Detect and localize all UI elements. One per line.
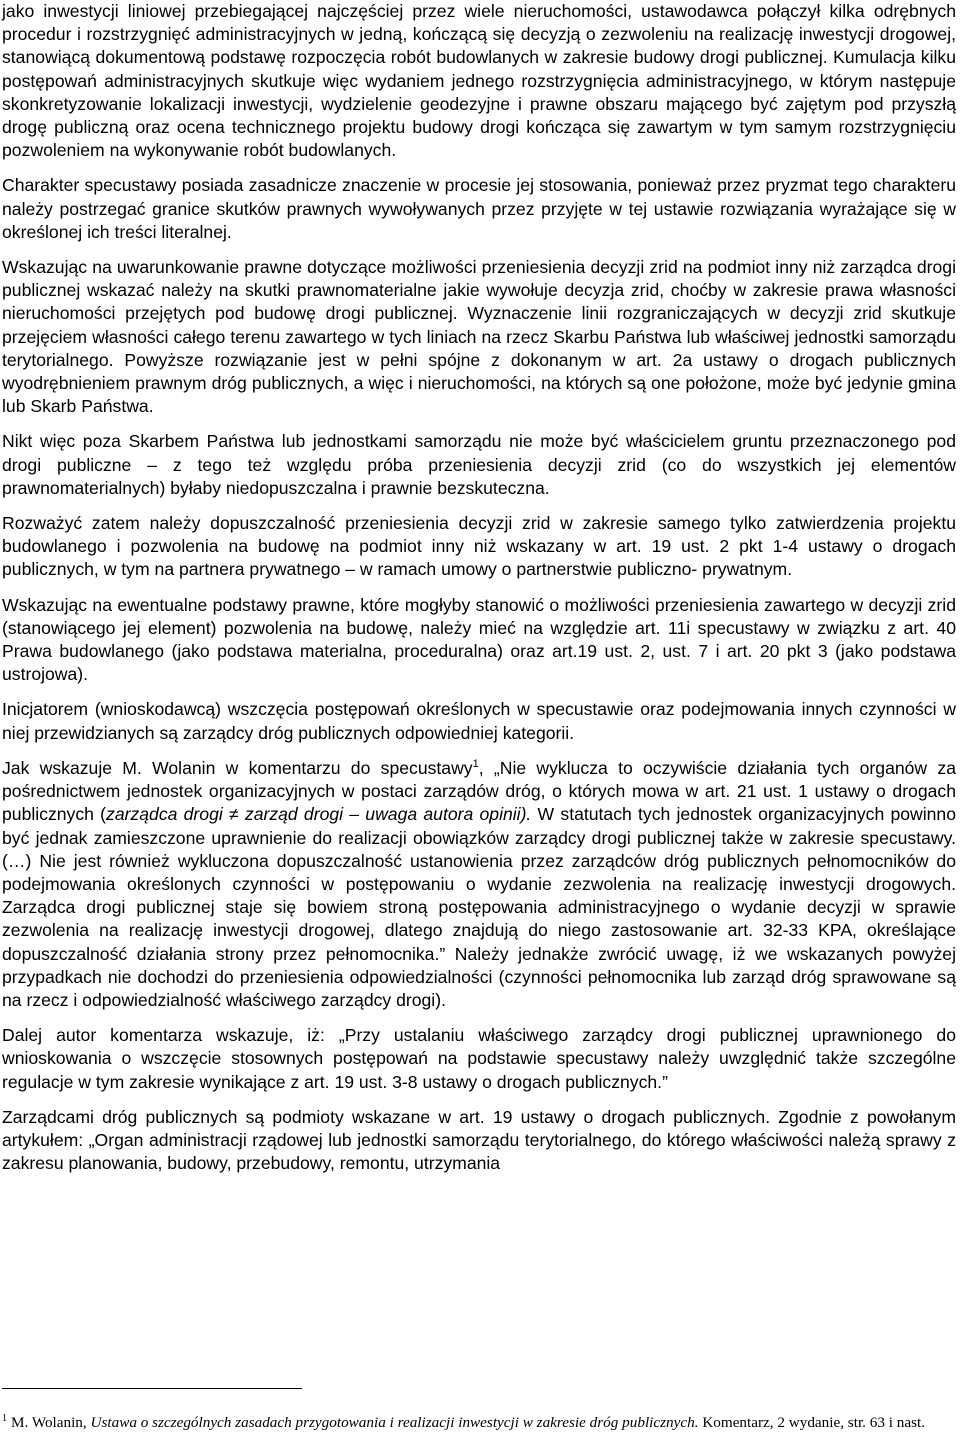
- footnote-rest: Komentarz, 2 wydanie, str. 63 i nast.: [702, 1414, 926, 1431]
- paragraph: [2, 0, 956, 162]
- italic-text: zarządca drogi ≠ zarząd drogi – uwaga autora opinii).: [106, 804, 532, 825]
- document-body: [2, 0, 956, 1175]
- paragraph-text: jako inwestycji liniowej przebiegającej najczęściej przez wiele nieruchomości, ustawodawca połączył kilka odrębnych procedur i rozstrzygnięć administracyjnych w jedną, kończącą się decyzją o zezwoleniu na realizację inwestycji drogowej, stanowiącą dokumentową podstawę rozpoczęcia robót budowlanych w zakresie budowy drogi publicznej. Kumulacja kilku postępowań administracyjnych skutkuje więc wydaniem jednego rozstrzygnięcia administracyjnego, w którym następuje skonkretyzowanie lokalizacji inwestycji, wydzielenie geodezyjne i prawne obszaru mającego być zajętym pod przyszłą drogę publiczną oraz ocena technicznego projektu budowy drogi kończąca się zawartym w tym samym rozstrzygnięciu pozwoleniem na wykonywanie robót budowlanych.: [2, 1, 956, 161]
- paragraph-text: Inicjatorem (wnioskodawcą) wszczęcia postępowań określonych w specustawie oraz podejmowania innych czynności w niej przewidzianych są zarządcy dróg publicznych odpowiedniej kategorii.: [2, 699, 956, 743]
- footnote: [2, 1412, 956, 1434]
- paragraph-text: Wskazując na ewentualne podstawy prawne, które mogłyby stanowić o możliwości przeniesienia zawartego w decyzji zrid (stanowiącego jej element) pozwolenia na budowę, należy mieć na względzie art. 11i specustawy w związku z art. 40 Prawa budowlanego (jako podstawa materialna, proceduralna) oraz art.19 ust. 2, ust. 7 i art. 20 pkt 3 (jako podstawa ustrojowa).: [2, 594, 956, 685]
- paragraph: [2, 174, 956, 244]
- paragraph-text: Wskazując na uwarunkowanie prawne dotyczące możliwości przeniesienia decyzji zrid na podmiot inny niż zarządca drogi publicznej wskazać należy na skutki prawnomaterialne jakie wywołuje decyzja zrid, choćby w zakresie prawa własności nieruchomości przejętych pod budowę drogi publicznej. Wyznaczenie linii rozgraniczających w decyzji zrid skutkuje przejęciem własności całego terenu zawartego w tych liniach na rzecz Skarbu Państwa lub właściwej jednostki samorządu terytorialnego. Powyższe rozwiązanie jest w pełni spójne z dokonanym w art. 2a ustawy o drogach publicznych wyodrębnieniem prawnym dróg publicznych, a więc i nieruchomości, na których są one położone, może być jedynie gmina lub Skarb Państwa.: [2, 257, 956, 417]
- paragraph: [2, 757, 956, 1012]
- paragraph-text: Jak wskazuje M. Wolanin w komentarzu do specustawy: [2, 757, 473, 778]
- paragraph-text: Rozważyć zatem należy dopuszczalność przeniesienia decyzji zrid w zakresie samego tylko zatwierdzenia projektu budowlanego i pozwolenia na budowę na podmiot inny niż wskazany w art. 19 ust. 2 pkt 1-4 ustawy o drogach publicznych, w tym na partnera prywatnego – w ramach umowy o partnerstwie publiczno- prywatnym.: [2, 513, 956, 580]
- paragraph: [2, 594, 956, 687]
- footnote-author: M. Wolanin,: [11, 1414, 87, 1431]
- footnote-number: 1: [2, 1412, 7, 1424]
- paragraph: [2, 1106, 956, 1176]
- paragraph-text: Zarządcami dróg publicznych są podmioty wskazane w art. 19 ustawy o drogach publicznych. Zgodnie z powołanym artykułem: „Organ administracji rządowej lub jednostki samorządu terytorialnego, do którego właściwości należą sprawy z zakresu planowania, budowy, przebudowy, remontu, utrzymania: [2, 1106, 956, 1174]
- document-page: [2, 0, 956, 1187]
- footnote-separator: [2, 1388, 302, 1389]
- paragraph: [2, 1024, 956, 1094]
- paragraph-text: Charakter specustawy posiada zasadnicze znaczenie w procesie jej stosowania, ponieważ przez pryzmat tego charakteru należy postrzegać granice skutków prawnych wywoływanych przez przyjęte w tej ustawie rozwiązania wyrażające się w określonej ich treści literalnej.: [2, 175, 956, 242]
- paragraph: [2, 512, 956, 582]
- footnote-reference: 1: [472, 758, 479, 771]
- paragraph-text: W statutach tych jednostek organizacyjnych powinno być jednak zamieszczone uprawnienie do realizacji obowiązków zarządcy drogi publicznej także w zakresie specustawy. (…) Nie jest również wykluczona dopuszczalność ustanowienia przez zarządców dróg publicznych pełnomocników do podejmowania określonych czynności w postępowaniu o wydanie zezwolenia na realizację inwestycji drogowych. Zarządca drogi publicznej staje się bowiem stroną postępowania administracyjnego o wydanie decyzji w sprawie zezwolenia na realizację inwestycji drogowej, dlatego znajdują do niego zastosowanie art. 32-33 KPA, określające dopuszczalność działania strony przez pełnomocnika.” Należy jednakże zwrócić uwagę, iż we wskazanych powyżej przypadkach nie dochodzi do przeniesienia odpowiedzialności (czynności pełnomocnika lub zarząd dróg sprawowane są na rzecz i odpowiedzialność właściwego zarządcy drogi).: [2, 804, 956, 1010]
- paragraph: [2, 698, 956, 744]
- footnote-title: Ustawa o szczególnych zasadach przygotowania i realizacji inwestycji w zakresie dróg publicznych.: [90, 1414, 699, 1431]
- paragraph-text: Dalej autor komentarza wskazuje, iż: „Przy ustalaniu właściwego zarządcy drogi publicznej uprawnionego do wnioskowania o wszczęcie stosownych postępowań na podstawie specustawy należy uwzględnić także szczególne regulacje w tym zakresie wynikające z art. 19 ust. 3-8 ustawy o drogach publicznych.”: [2, 1025, 956, 1092]
- paragraph-text: Nikt więc poza Skarbem Państwa lub jednostkami samorządu nie może być właścicielem gruntu przeznaczonego pod drogi publiczne – z tego też względu próba przeniesienia decyzji zrid (co do wszystkich jej elementów prawnomaterialnych) byłaby niedopuszczalna i prawnie bezskuteczna.: [2, 431, 956, 498]
- paragraph: [2, 256, 956, 418]
- paragraph: [2, 430, 956, 500]
- paragraph-text: , „Nie wyklucza to oczywiście działania tych organów za pośrednictwem jednostek organizacyjnych w postaci zarządów dróg, o których mowa w art. 21 ust. 1 ustawy o drogach publicznych (: [2, 757, 956, 825]
